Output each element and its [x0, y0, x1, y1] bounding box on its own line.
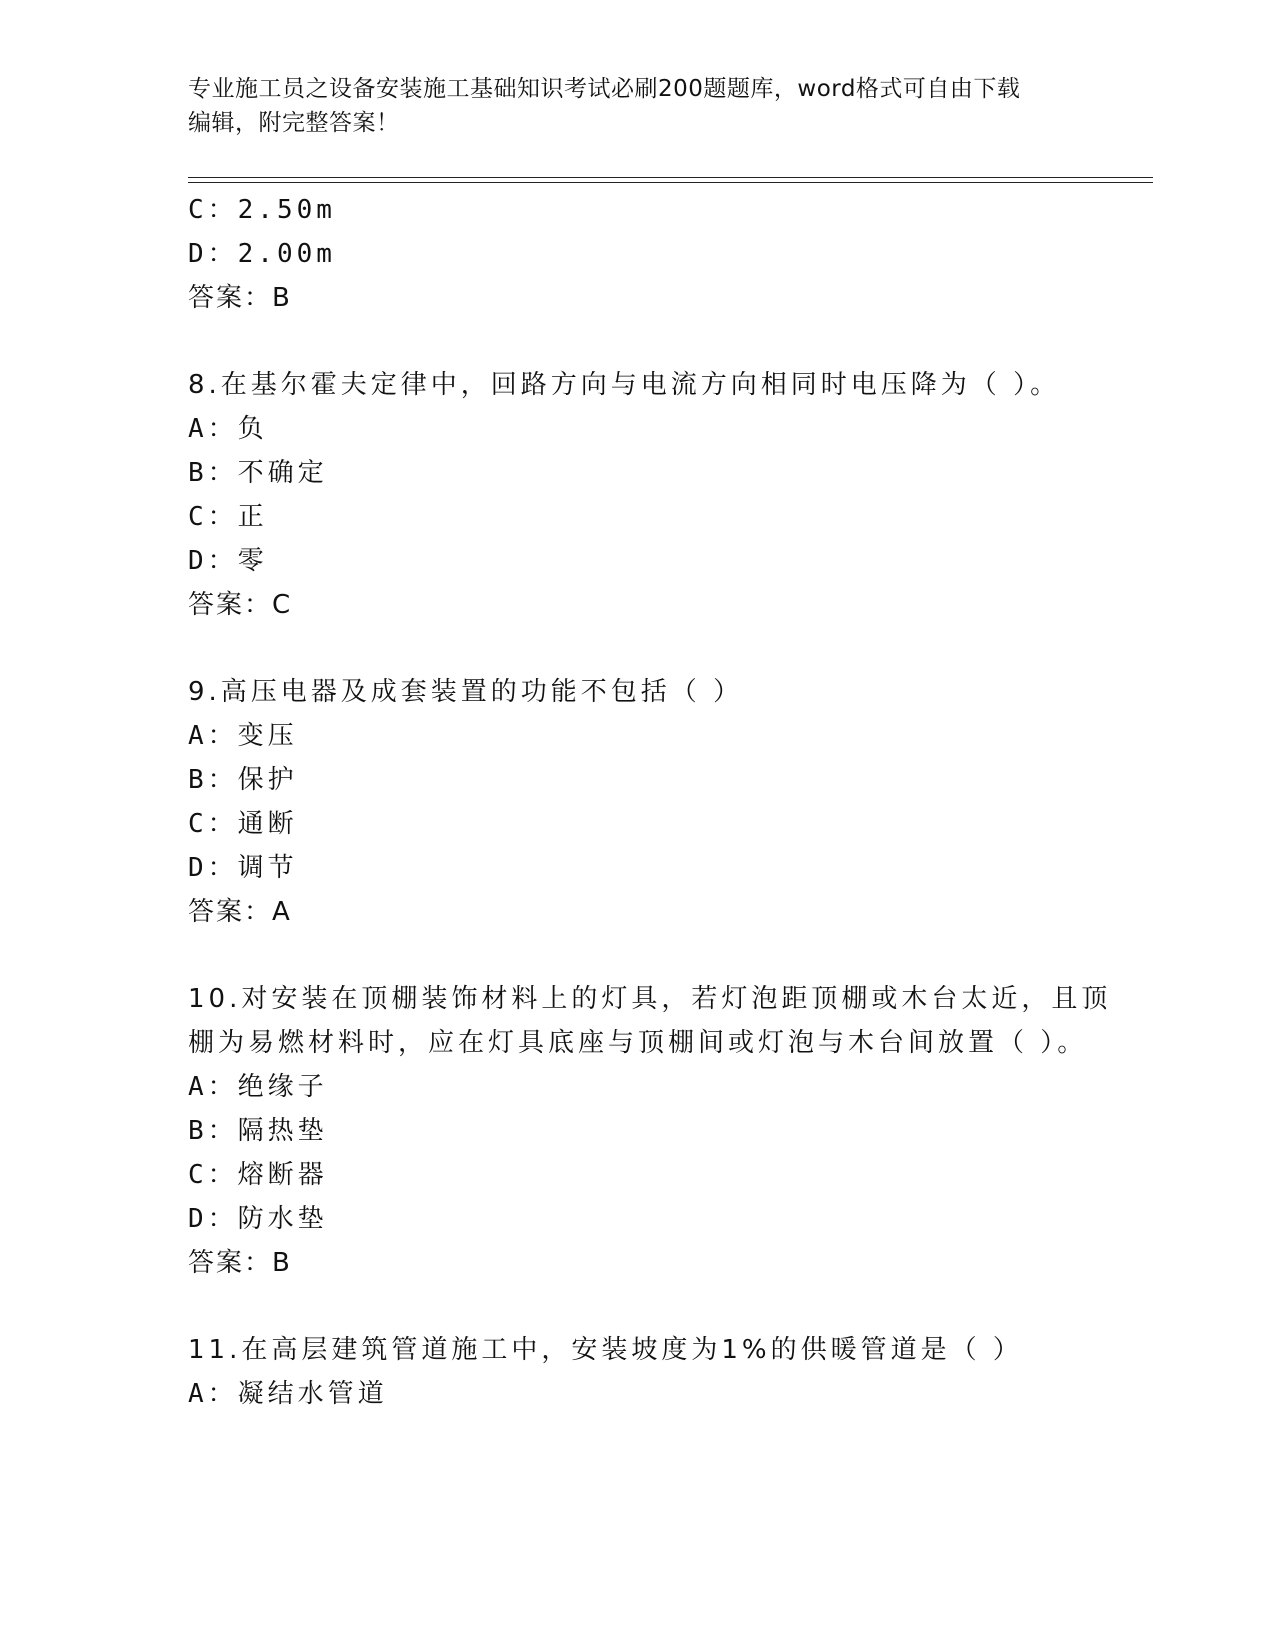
question-line: 棚为易燃材料时，应在灯具底座与顶棚间或灯泡与木台间放置（ ）。	[188, 1028, 1088, 1058]
header-title-line-1: 专业施工员之设备安装施工基础知识考试必刷200题题库，word格式可自由下载	[188, 76, 1021, 102]
question-line: 11.在高层建筑管道施工中，安装坡度为1%的供暖管道是（ ）	[188, 1335, 1023, 1365]
option-line: B：保护	[188, 765, 298, 795]
question-line: 9.高压电器及成套装置的功能不包括（ ）	[188, 677, 744, 707]
answer-line: 答案：C	[188, 590, 293, 620]
option-line: A：绝缘子	[188, 1072, 328, 1102]
option-line: D：零	[188, 546, 268, 576]
answer-line: 答案：A	[188, 897, 292, 927]
option-line: C：正	[188, 502, 268, 532]
header-divider-top	[188, 177, 1153, 178]
document-header	[188, 72, 1088, 140]
header-title-line-2: 编辑，附完整答案！	[188, 110, 400, 136]
option-line: B：不确定	[188, 458, 328, 488]
option-line: C：通断	[188, 809, 298, 839]
option-line: A：负	[188, 414, 268, 444]
option-line: B：隔热垫	[188, 1116, 328, 1146]
option-line: D：调节	[188, 853, 298, 883]
answer-line: 答案：B	[188, 283, 292, 313]
option-line: C：熔断器	[188, 1160, 328, 1190]
option-line: A：变压	[188, 721, 298, 751]
question-line: 8.在基尔霍夫定律中，回路方向与电流方向相同时电压降为（ ）。	[188, 370, 1061, 400]
option-line: D：2.00m	[188, 239, 336, 269]
header-divider-bottom	[188, 182, 1153, 183]
answer-line: 答案：B	[188, 1248, 292, 1278]
option-line: C：2.50m	[188, 195, 336, 225]
option-line: A：凝结水管道	[188, 1379, 388, 1409]
question-line: 10.对安装在顶棚装饰材料上的灯具，若灯泡距顶棚或木台太近，且顶	[188, 984, 1112, 1014]
option-line: D：防水垫	[188, 1204, 328, 1234]
